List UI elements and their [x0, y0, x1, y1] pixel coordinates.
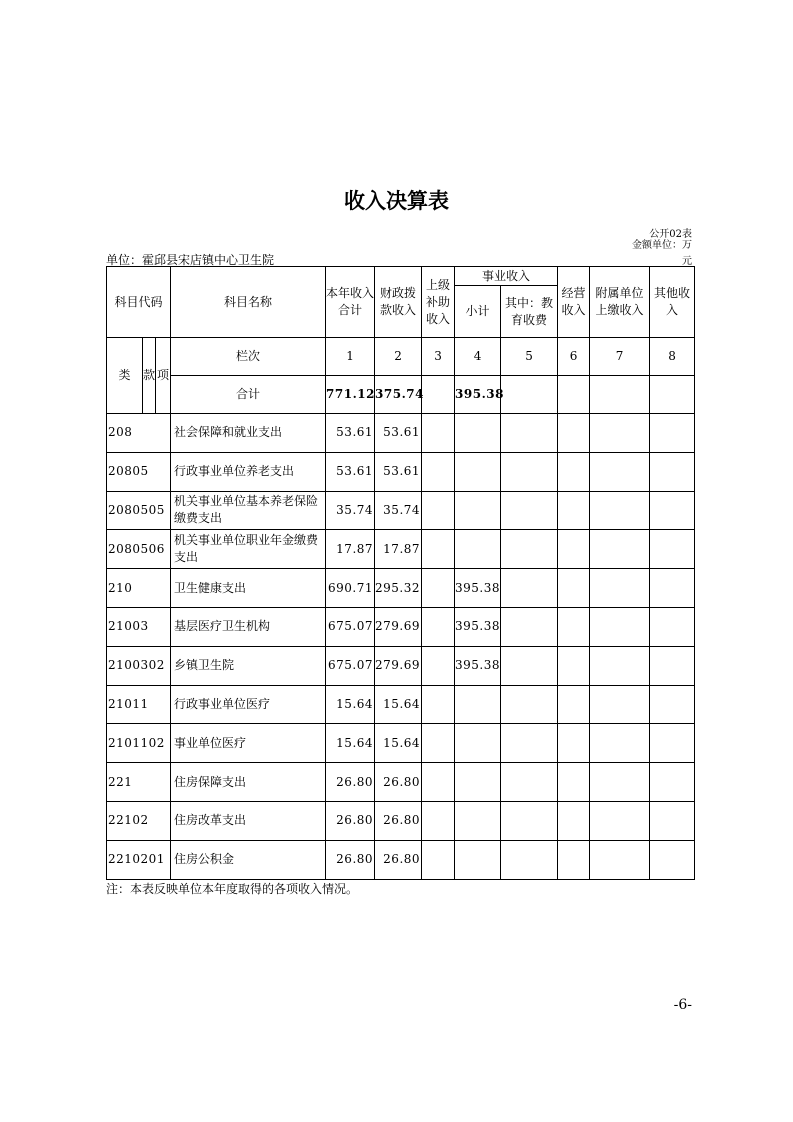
form-number: 公开02表	[649, 229, 692, 240]
header-superior-subsidy: 上级补助收入	[422, 267, 455, 338]
table-header	[107, 267, 695, 414]
row-education-fee	[501, 414, 558, 453]
row-name: 住房改革支出	[171, 801, 326, 840]
table-row	[107, 840, 695, 879]
row-code: 21003	[107, 607, 171, 646]
row-fiscal-income: 53.61	[375, 414, 422, 453]
row-superior-subsidy	[422, 801, 455, 840]
row-fiscal-income: 17.87	[375, 530, 422, 569]
row-education-fee	[501, 801, 558, 840]
row-superior-subsidy	[422, 646, 455, 685]
column-number: 1	[326, 338, 375, 376]
row-affiliated-income	[590, 801, 650, 840]
row-other-income	[650, 685, 695, 724]
row-affiliated-income	[590, 491, 650, 530]
row-superior-subsidy	[422, 530, 455, 569]
amount-unit: 金额单位：万元	[632, 240, 692, 267]
row-total-income: 690.71	[326, 569, 375, 608]
row-affiliated-income	[590, 646, 650, 685]
row-education-fee	[501, 724, 558, 763]
row-education-fee	[501, 569, 558, 608]
row-fiscal-income: 26.80	[375, 801, 422, 840]
header-name: 科目名称	[171, 267, 326, 338]
footnote: 注：本表反映单位本年度取得的各项收入情况。	[106, 882, 359, 896]
row-other-income	[650, 530, 695, 569]
row-total-income: 17.87	[326, 530, 375, 569]
row-name: 行政事业单位医疗	[171, 685, 326, 724]
row-other-income	[650, 452, 695, 491]
row-name: 社会保障和就业支出	[171, 414, 326, 453]
row-affiliated-income	[590, 452, 650, 491]
table-row	[107, 763, 695, 802]
row-other-income	[650, 763, 695, 802]
row-affiliated-income	[590, 724, 650, 763]
income-table	[106, 266, 695, 880]
row-business-subtotal	[455, 414, 501, 453]
total-c7	[590, 376, 650, 414]
row-business-subtotal: 395.38	[455, 569, 501, 608]
table-row	[107, 491, 695, 530]
row-code: 208	[107, 414, 171, 453]
row-business-subtotal	[455, 530, 501, 569]
total-c5	[501, 376, 558, 414]
row-business-subtotal	[455, 724, 501, 763]
row-operating-income	[558, 840, 590, 879]
table-row	[107, 801, 695, 840]
row-name: 卫生健康支出	[171, 569, 326, 608]
row-business-subtotal	[455, 452, 501, 491]
row-other-income	[650, 840, 695, 879]
total-c6	[558, 376, 590, 414]
header-operating-income: 经营收入	[558, 267, 590, 338]
row-education-fee	[501, 452, 558, 491]
total-c2: 375.74	[375, 376, 422, 414]
column-number: 4	[455, 338, 501, 376]
column-number: 8	[650, 338, 695, 376]
table-row	[107, 530, 695, 569]
column-number: 6	[558, 338, 590, 376]
row-fiscal-income: 15.64	[375, 724, 422, 763]
row-other-income	[650, 801, 695, 840]
row-operating-income	[558, 646, 590, 685]
row-education-fee	[501, 685, 558, 724]
header-business-income: 事业收入	[455, 267, 558, 286]
row-education-fee	[501, 646, 558, 685]
header-kuan: 款	[143, 338, 156, 414]
row-total-income: 675.07	[326, 607, 375, 646]
row-superior-subsidy	[422, 491, 455, 530]
row-name: 行政事业单位养老支出	[171, 452, 326, 491]
row-other-income	[650, 414, 695, 453]
row-operating-income	[558, 685, 590, 724]
page-number: -6-	[673, 997, 692, 1013]
row-superior-subsidy	[422, 685, 455, 724]
row-name: 住房公积金	[171, 840, 326, 879]
row-affiliated-income	[590, 607, 650, 646]
row-operating-income	[558, 491, 590, 530]
row-superior-subsidy	[422, 569, 455, 608]
row-superior-subsidy	[422, 840, 455, 879]
row-affiliated-income	[590, 569, 650, 608]
row-operating-income	[558, 452, 590, 491]
row-code: 221	[107, 763, 171, 802]
row-operating-income	[558, 763, 590, 802]
row-operating-income	[558, 724, 590, 763]
table-row	[107, 646, 695, 685]
table-row	[107, 724, 695, 763]
row-code: 20805	[107, 452, 171, 491]
row-business-subtotal	[455, 840, 501, 879]
row-business-subtotal	[455, 763, 501, 802]
table-row	[107, 607, 695, 646]
total-label: 合计	[171, 376, 326, 414]
column-number: 7	[590, 338, 650, 376]
header-other-income: 其他收入	[650, 267, 695, 338]
row-fiscal-income: 53.61	[375, 452, 422, 491]
row-fiscal-income: 15.64	[375, 685, 422, 724]
row-code: 2101102	[107, 724, 171, 763]
header-affiliated-income: 附属单位上缴收入	[590, 267, 650, 338]
row-total-income: 675.07	[326, 646, 375, 685]
row-business-subtotal: 395.38	[455, 646, 501, 685]
row-total-income: 15.64	[326, 724, 375, 763]
row-name: 机关事业单位基本养老保险缴费支出	[171, 491, 326, 530]
row-education-fee	[501, 763, 558, 802]
header-subtotal: 小计	[455, 286, 501, 338]
row-affiliated-income	[590, 763, 650, 802]
table-row	[107, 685, 695, 724]
row-other-income	[650, 569, 695, 608]
row-superior-subsidy	[422, 763, 455, 802]
row-other-income	[650, 646, 695, 685]
row-affiliated-income	[590, 840, 650, 879]
row-superior-subsidy	[422, 414, 455, 453]
row-education-fee	[501, 840, 558, 879]
row-operating-income	[558, 530, 590, 569]
row-superior-subsidy	[422, 452, 455, 491]
row-fiscal-income: 26.80	[375, 763, 422, 802]
row-code: 2080505	[107, 491, 171, 530]
column-number: 2	[375, 338, 422, 376]
organization-name: 单位：霍邱县宋店镇中心卫生院	[106, 253, 275, 267]
header-xiang: 项	[156, 338, 171, 414]
header-total-income: 本年收入合计	[326, 267, 375, 338]
row-name: 机关事业单位职业年金缴费支出	[171, 530, 326, 569]
row-other-income	[650, 607, 695, 646]
row-name: 住房保障支出	[171, 763, 326, 802]
row-total-income: 15.64	[326, 685, 375, 724]
table-row	[107, 414, 695, 453]
row-other-income	[650, 491, 695, 530]
row-total-income: 53.61	[326, 452, 375, 491]
row-business-subtotal	[455, 685, 501, 724]
row-fiscal-income: 35.74	[375, 491, 422, 530]
row-name: 事业单位医疗	[171, 724, 326, 763]
row-operating-income	[558, 801, 590, 840]
total-c3	[422, 376, 455, 414]
table-row	[107, 452, 695, 491]
header-column-index: 栏次	[171, 338, 326, 376]
header-education-fee: 其中：教育收费	[501, 286, 558, 338]
row-code: 2210201	[107, 840, 171, 879]
row-superior-subsidy	[422, 724, 455, 763]
total-c1: 771.12	[326, 376, 375, 414]
total-row	[107, 376, 695, 414]
row-fiscal-income: 279.69	[375, 607, 422, 646]
total-c4: 395.38	[455, 376, 501, 414]
row-name: 基层医疗卫生机构	[171, 607, 326, 646]
row-name: 乡镇卫生院	[171, 646, 326, 685]
row-business-subtotal: 395.38	[455, 607, 501, 646]
table-body	[107, 414, 695, 880]
row-affiliated-income	[590, 685, 650, 724]
row-code: 2100302	[107, 646, 171, 685]
total-c8	[650, 376, 695, 414]
row-education-fee	[501, 607, 558, 646]
row-education-fee	[501, 491, 558, 530]
row-fiscal-income: 295.32	[375, 569, 422, 608]
row-code: 21011	[107, 685, 171, 724]
row-operating-income	[558, 607, 590, 646]
row-total-income: 26.80	[326, 801, 375, 840]
header-lei: 类	[107, 338, 143, 414]
row-affiliated-income	[590, 530, 650, 569]
row-operating-income	[558, 569, 590, 608]
table-row	[107, 569, 695, 608]
row-code: 2080506	[107, 530, 171, 569]
page-title: 收入决算表	[344, 189, 449, 213]
header-fiscal-income: 财政拨款收入	[375, 267, 422, 338]
row-fiscal-income: 26.80	[375, 840, 422, 879]
row-total-income: 26.80	[326, 840, 375, 879]
row-business-subtotal	[455, 801, 501, 840]
row-affiliated-income	[590, 414, 650, 453]
row-business-subtotal	[455, 491, 501, 530]
row-operating-income	[558, 414, 590, 453]
column-number: 3	[422, 338, 455, 376]
row-total-income: 35.74	[326, 491, 375, 530]
row-total-income: 26.80	[326, 763, 375, 802]
row-total-income: 53.61	[326, 414, 375, 453]
row-code: 210	[107, 569, 171, 608]
column-number: 5	[501, 338, 558, 376]
row-superior-subsidy	[422, 607, 455, 646]
row-other-income	[650, 724, 695, 763]
header-code: 科目代码	[107, 267, 171, 338]
row-code: 22102	[107, 801, 171, 840]
row-education-fee	[501, 530, 558, 569]
row-fiscal-income: 279.69	[375, 646, 422, 685]
